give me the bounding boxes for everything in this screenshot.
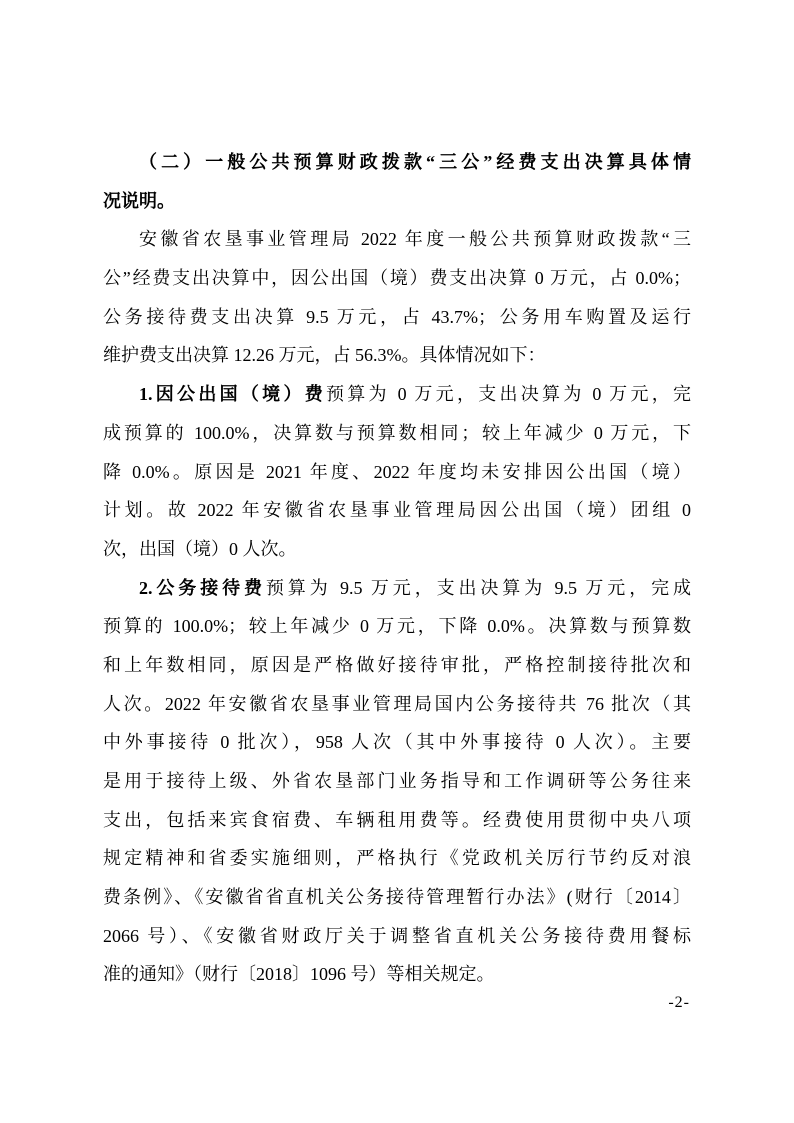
text-segment: 费条例》、《安徽省省直机关公务接待管理暂行办法》(财行〔2014〕 <box>103 887 691 908</box>
text-segment: 公”经费支出决算中，因公出国（境）费支出决算 0 万元，占 0.0%； <box>103 268 691 289</box>
text-line <box>103 491 691 530</box>
text-line <box>103 839 691 878</box>
text-segment: 预算为 9.5 万元，支出决算为 9.5 万元，完成 <box>265 577 691 598</box>
text-segment: 人次。2022 年安徽省农垦事业管理局国内公务接待共 76 批次（其 <box>103 693 691 714</box>
document-body <box>103 143 691 994</box>
text-line <box>103 414 691 453</box>
text-line <box>103 569 691 608</box>
text-segment: 中外事接待 0 批次），958 人次（其中外事接待 0 人次）。主要 <box>103 732 691 753</box>
text-line <box>103 878 691 917</box>
text-line <box>103 220 691 259</box>
text-segment: 预算的 100.0%；较上年减少 0 万元，下降 0.0%。决算数与预算数 <box>103 616 691 637</box>
bold-text-segment: 2.公务接待费 <box>139 577 266 598</box>
text-segment: 是用于接待上级、外省农垦部门业务指导和工作调研等公务往来 <box>103 771 691 791</box>
text-segment: 支出，包括来宾食宿费、车辆租用费等。经费使用贯彻中央八项 <box>103 809 691 830</box>
text-segment: 安徽省农垦事业管理局 2022 年度一般公共预算财政拨款“三 <box>139 229 691 250</box>
text-line <box>103 336 691 375</box>
text-segment: 公务接待费支出决算 9.5 万元，占 43.7%；公务用车购置及运行 <box>103 306 691 327</box>
text-line <box>103 298 691 337</box>
bold-text-segment: （二）一般公共预算财政拨款“三公”经费支出决算具体情 <box>139 152 691 172</box>
text-segment: 规定精神和省委实施细则，严格执行《党政机关厉行节约反对浪 <box>103 848 691 869</box>
text-line <box>103 375 691 414</box>
text-segment: 计划。故 2022 年安徽省农垦事业管理局因公出国（境）团组 0 <box>103 500 691 521</box>
text-segment: 预算为 0 万元，支出决算为 0 万元，完 <box>326 384 691 405</box>
text-segment: 准的通知》（财行〔2018〕1096 号）等相关规定。 <box>103 964 495 985</box>
page-number: -2- <box>668 994 690 1011</box>
text-line <box>103 607 691 646</box>
text-line <box>103 530 691 569</box>
text-segment: 成预算的 100.0%，决算数与预算数相同；较上年减少 0 万元，下 <box>103 422 691 443</box>
text-segment: 和上年数相同，原因是严格做好接待审批，严格控制接待批次和 <box>103 654 691 675</box>
text-segment: 次，出国（境）0 人次。 <box>103 538 297 559</box>
text-line <box>103 917 691 956</box>
text-line <box>103 801 691 840</box>
text-line <box>103 143 691 182</box>
text-segment: 降 0.0%。原因是 2021 年度、2022 年度均未安排因公出国（境） <box>103 461 691 482</box>
text-segment: 维护费支出决算 12.26 万元，占 56.3%。具体情况如下： <box>103 345 546 366</box>
text-line <box>103 259 691 298</box>
text-line <box>103 762 691 801</box>
text-line <box>103 182 691 221</box>
text-line <box>103 685 691 724</box>
text-line <box>103 646 691 685</box>
text-line <box>103 453 691 492</box>
text-line <box>103 723 691 762</box>
text-line <box>103 955 691 994</box>
bold-text-segment: 况说明。 <box>103 190 175 211</box>
text-segment: 2066 号）、《安徽省财政厅关于调整省直机关公务接待费用餐标 <box>103 925 691 946</box>
bold-text-segment: 1.因公出国（境）费 <box>139 384 326 405</box>
